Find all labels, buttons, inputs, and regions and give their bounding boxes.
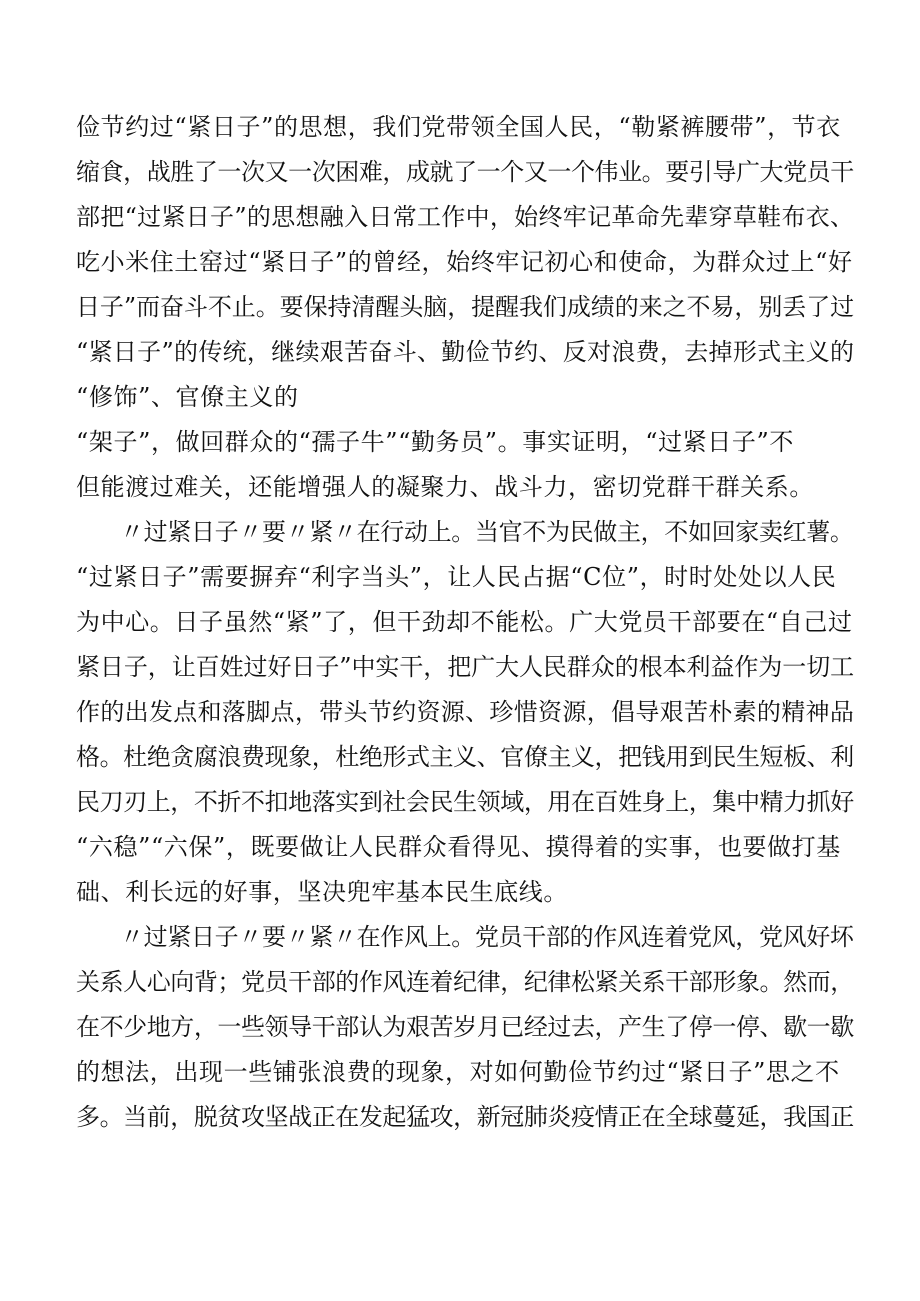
- text-line: “六稳”“六保”，既要做让人民群众看得见、摸得着的实事，也要做打基: [76, 833, 841, 861]
- text-line: 民刀刃上，不折不扣地落实到社会民生领域，用在百姓身上，集中精力抓好: [76, 788, 854, 816]
- text-line: 俭节约过“紧日子”的思想，我们党带领全国人民，“勒紧裤腰带”，节衣: [76, 113, 841, 141]
- text-line: 格。杜绝贪腐浪费现象，杜绝形式主义、官僚主义，把钱用到民生短板、利: [76, 743, 854, 771]
- paragraph-first-line: 〃过紧日子〃要〃紧〃在行动上。当官不为民做主，不如回家卖红薯。: [120, 518, 854, 546]
- text-line: 的想法，出现一些铺张浪费的现象，对如何勤俭节约过“紧日子”思之不: [76, 1058, 840, 1086]
- text-line: 为中心。日子虽然“紧”了，但干劲却不能松。广大党员干部要在“自己过: [76, 608, 853, 636]
- text-line: “修饰”、官僚主义的: [76, 383, 299, 411]
- text-line: 在不少地方，一些领导干部认为艰苦岁月已经过去，产生了停一停、歇一歇: [76, 1013, 854, 1041]
- text-line: 吃小米住土窑过“紧日子”的曾经，始终牢记初心和使命，为群众过上“好: [76, 248, 853, 276]
- text-line: “架子”，做回群众的“孺子牛”“勤务员”。事实证明，“过紧日子”不: [76, 428, 794, 456]
- text-line: 础、利长远的好事，坚决兜牢基本民生底线。: [76, 878, 568, 906]
- text-line: 日子”而奋斗不止。要保持清醒头脑，提醒我们成绩的来之不易，别丢了过: [76, 293, 855, 321]
- text-line: 关系人心向背；党员干部的作风连着纪律，纪律松紧关系干部形象。然而，: [76, 968, 854, 996]
- text-line: “紧日子”的传统，继续艰苦奋斗、勤俭节约、反对浪费，去掉形式主义的: [76, 338, 855, 366]
- text-line: “过紧日子”需要摒弃“利字当头”，让人民占据“C位”，时时处处以人民: [76, 563, 837, 591]
- text-line: 多。当前，脱贫攻坚战正在发起猛攻，新冠肺炎疫情正在全球蔓延，我国正: [76, 1103, 854, 1131]
- text-line: 部把“过紧日子”的思想融入日常工作中，始终牢记革命先辈穿草鞋布衣、: [76, 203, 855, 231]
- text-line: 缩食，战胜了一次又一次困难，成就了一个又一个伟业。要引导广大党员干: [76, 158, 854, 186]
- paragraph-first-line: 〃过紧日子〃要〃紧〃在作风上。党员干部的作风连着党风，党风好坏: [120, 923, 854, 951]
- text-line: 紧日子，让百姓过好日子”中实干，把广大人民群众的根本利益作为一切工: [76, 653, 855, 681]
- text-line: 作的出发点和落脚点，带头节约资源、珍惜资源，倡导艰苦朴素的精神品: [76, 698, 855, 726]
- text-line: 但能渡过难关，还能增强人的凝聚力、战斗力，密切党群干群关系。: [76, 473, 814, 501]
